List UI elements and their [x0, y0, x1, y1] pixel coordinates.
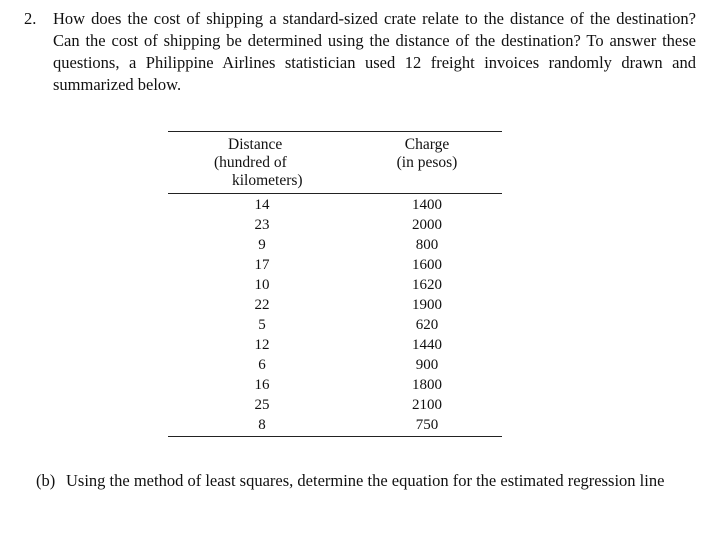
charge-cell: 2100	[412, 397, 442, 413]
table-row	[168, 335, 502, 355]
charge-cell: 1800	[412, 377, 442, 393]
table-bottom-rule	[168, 436, 502, 437]
distance-cell: 12	[254, 337, 270, 353]
distance-cell: 10	[254, 277, 270, 293]
distance-cell: 25	[254, 397, 270, 413]
header-distance-line: Distance	[228, 136, 283, 153]
distance-cell: 16	[254, 377, 270, 393]
problem-statement	[24, 8, 696, 96]
charge-cell: 1600	[412, 257, 442, 273]
distance-cell: 6	[258, 357, 266, 373]
header-distance-line: kilometers)	[232, 172, 303, 189]
charge-cell: 750	[415, 417, 439, 433]
table-row	[168, 295, 502, 315]
charge-cell: 1620	[412, 277, 442, 293]
table-row	[168, 375, 502, 395]
header-charge-line: (in pesos)	[396, 154, 458, 171]
table-row	[168, 215, 502, 235]
distance-cell: 14	[254, 197, 270, 213]
charge-cell: 1440	[412, 337, 442, 353]
charge-cell: 900	[415, 357, 439, 373]
header-distance	[168, 136, 334, 190]
header-charge	[334, 136, 500, 190]
table-row	[168, 255, 502, 275]
part-b-question	[36, 470, 696, 492]
charge-cell: 800	[415, 237, 439, 253]
table-row	[168, 395, 502, 415]
charge-cell: 1900	[412, 297, 442, 313]
header-distance-line: (hundred of	[214, 154, 287, 171]
table-row	[168, 315, 502, 335]
table-body	[168, 194, 502, 436]
distance-cell: 8	[258, 417, 266, 433]
table-row	[168, 355, 502, 375]
charge-cell: 2000	[412, 217, 442, 233]
part-b-text: Using the method of least squares, determine the equation for the estimated regression line	[66, 471, 665, 490]
table-row	[168, 275, 502, 295]
table-row	[168, 195, 502, 215]
distance-cell: 9	[258, 237, 266, 253]
table-header	[168, 132, 502, 193]
problem-number: 2.	[24, 9, 37, 28]
charge-cell: 1400	[412, 197, 442, 213]
distance-cell: 5	[258, 317, 266, 333]
distance-cell: 22	[254, 297, 270, 313]
table-row	[168, 235, 502, 255]
distance-cell: 17	[254, 257, 270, 273]
charge-cell: 620	[415, 317, 439, 333]
data-table	[168, 131, 502, 437]
distance-cell: 23	[254, 217, 270, 233]
problem-text: How does the cost of shipping a standard-sized crate relate to the distance of the destination? Can the cost of shipping be determined using the distance of the destination? To answer these questions, a Philippine Airlines statistician used 12 freight invoices randomly drawn and summarized below.	[53, 9, 696, 94]
header-charge-line: Charge	[404, 136, 450, 153]
table-row	[168, 415, 502, 435]
part-b-label: (b)	[36, 471, 56, 490]
